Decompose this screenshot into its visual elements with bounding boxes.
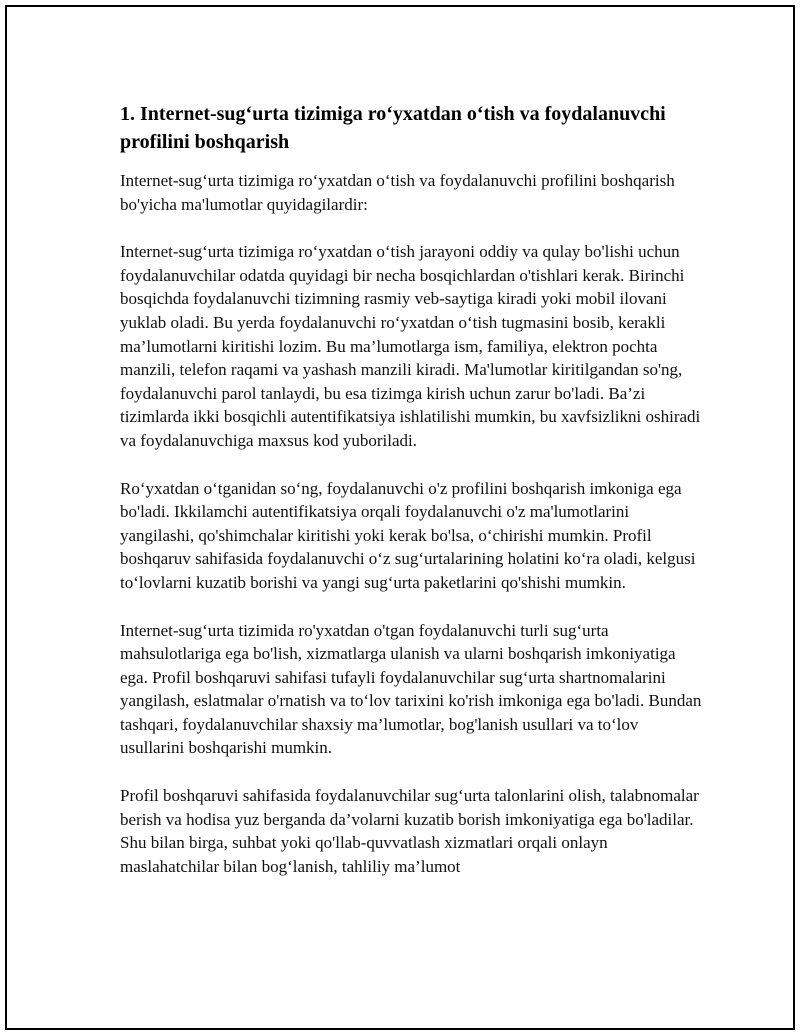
paragraph-intro: Internet-sug‘urta tizimiga ro‘yxatdan o‘tish va foydalanuvchi profilini boshqarish bo'yicha ma'lumotlar quyidagilardir: bbox=[120, 171, 675, 214]
section-heading: 1. Internet-sug‘urta tizimiga ro‘yxatdan o‘tish va foydalanuvchi profilini boshqarish bbox=[120, 103, 666, 153]
paragraph-registered-user: Internet-sug‘urta tizimida ro'yxatdan o'tgan foydalanuvchi turli sug‘urta mahsulotlariga ega bo'lish, xizmatlarga ulanish va ularni boshqarish imkoniyatiga ega. Profil boshqaruvi sahifasi tufayli foydalanuvchilar sug‘urta shartnomalarini yangilash, eslatmalar o'rnatish va to‘lov tarixini ko'rish imkoniga ega bo'ladi. Bundan tashqari, foydalanuvchilar shaxsiy ma’lumotlar, bog'lanish usullari va to‘lov usullarini boshqarishi mumkin. bbox=[120, 620, 702, 758]
page-frame bbox=[5, 5, 795, 1030]
paragraph-profile-management: Ro‘yxatdan o‘tganidan so‘ng, foydalanuvchi o'z profilini boshqarish imkoniga ega bo'ladi. Ikkilamchi autentifikatsiya orqali foydalanuvchi o'z ma'lumotlarini yangilashi, qo'shimchalar kiritishi yoki kerak bo'lsa, o‘chirishi mumkin. Profil boshqaruv sahifasida foydalanuvchi o‘z sug‘urtalarining holatini ko‘ra oladi, kelgusi to‘lovlarni kuzatib borishi va yangi sug‘urta paketlarini qo'shishi mumkin. bbox=[120, 478, 696, 592]
document-body bbox=[120, 100, 705, 902]
paragraph-profile-page: Profil boshqaruvi sahifasida foydalanuvchilar sug‘urta talonlarini olish, talabnomalar berish va hodisa yuz berganda da’volarni kuzatib borish imkoniyatiga ega bo'ladilar. Shu bilan birga, suhbat yoki qo'llab-quvvatlash xizmatlari orqali onlayn maslahatchilar bilan bog‘lanish, tahliliy ma’lumot bbox=[120, 786, 699, 876]
paragraph-registration: Internet-sug‘urta tizimiga ro‘yxatdan o‘tish jarayoni oddiy va qulay bo'lishi uchun foydalanuvchilar odatda quyidagi bir necha bosqichlardan o'tishlari kerak. Birinchi bosqichda foydalanuvchi tizimning rasmiy veb-saytiga kiradi yoki mobil ilovani yuklab oladi. Bu yerda foydalanuvchi ro‘yxatdan o‘tish tugmasini bosib, kerakli ma’lumotlarni kiritishi lozim. Bu ma’lumotlarga ism, familiya, elektron pochta manzili, telefon raqami va yashash manzili kiradi. Ma'lumotlar kiritilgandan so'ng, foydalanuvchi parol tanlaydi, bu esa tizimga kirish uchun zarur bo'ladi. Ba’zi tizimlarda ikki bosqichli autentifikatsiya ishlatilishi mumkin, bu xavfsizlikni oshiradi va foydalanuvchiga maxsus kod yuboriladi. bbox=[120, 242, 701, 450]
